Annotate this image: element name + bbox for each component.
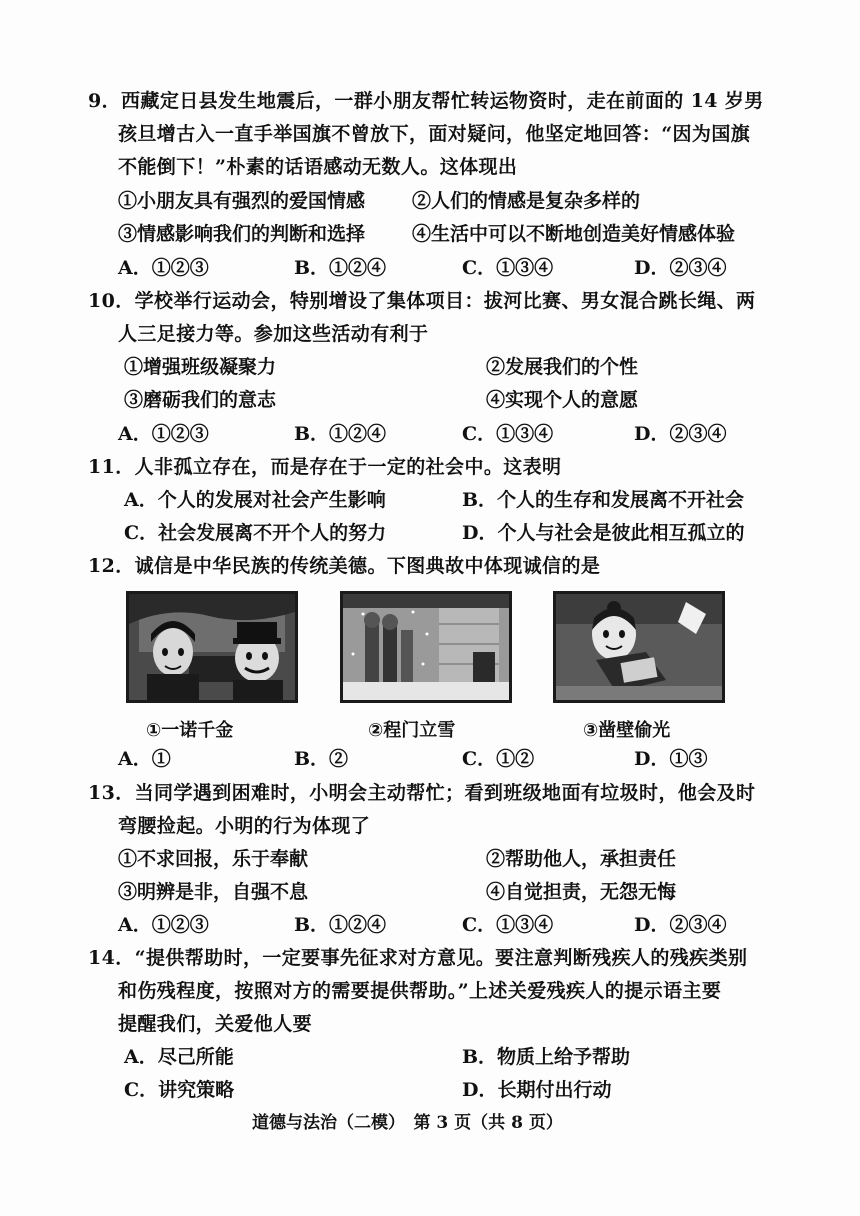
q10-choice-b: B．①②④ xyxy=(294,423,387,445)
q10-item-1: ①增强班级凝聚力 xyxy=(124,356,277,378)
q9-item-2: ②人们的情感是复杂多样的 xyxy=(412,190,641,212)
q10-choice-c: C．①③④ xyxy=(462,423,554,445)
q13-item-1: ①不求回报，乐于奉献 xyxy=(118,848,309,870)
q9-choice-b: B．①②④ xyxy=(294,257,387,279)
q14-line-2: 和伤残程度，按照对方的需要提供帮助。”上述关爱残疾人的提示语主要 xyxy=(118,980,722,1002)
q9-choice-d: D．②③④ xyxy=(634,257,727,279)
q13-line-2: 弯腰捡起。小明的行为体现了 xyxy=(118,815,371,837)
q9-line-1: 9．西藏定日县发生地震后，一群小朋友帮忙转运物资时，走在前面的 14 岁男 xyxy=(88,90,764,112)
q14-line-1: 14．“提供帮助时，一定要事先征求对方意见。要注意判断残疾人的残疾类别 xyxy=(88,947,748,969)
q12-choice-c: C．①② xyxy=(462,748,535,770)
q10-line-1: 10．学校举行运动会，特别增设了集体项目：拔河比赛、男女混合跳长绳、两 xyxy=(88,290,756,312)
q9-choice-a: A．①②③ xyxy=(118,257,209,279)
q11-choice-d: D．个人与社会是彼此相互孤立的 xyxy=(462,522,745,544)
q11-choice-c: C．社会发展离不开个人的努力 xyxy=(124,522,387,544)
q12-caption-2: ②程门立雪 xyxy=(368,720,456,741)
q11-line-1: 11．人非孤立存在，而是存在于一定的社会中。这表明 xyxy=(88,456,562,478)
q13-choice-b: B．①②④ xyxy=(294,914,387,936)
q14-choice-b: B．物质上给予帮助 xyxy=(462,1046,631,1068)
q14-choice-a: A．尽己所能 xyxy=(124,1046,234,1068)
q9-item-1: ①小朋友具有强烈的爱国情感 xyxy=(118,190,366,212)
q10-choice-a: A．①②③ xyxy=(118,423,209,445)
q13-choice-c: C．①③④ xyxy=(462,914,554,936)
q11-choice-b: B．个人的生存和发展离不开社会 xyxy=(462,489,745,511)
q12-choice-d: D．①③ xyxy=(634,748,708,770)
q13-item-2: ②帮助他人，承担责任 xyxy=(486,848,677,870)
q10-choice-d: D．②③④ xyxy=(634,423,727,445)
q9-choice-c: C．①③④ xyxy=(462,257,554,279)
q12-choice-a: A．① xyxy=(118,748,171,770)
q13-item-3: ③明辨是非，自强不息 xyxy=(118,881,309,903)
illustration-snow xyxy=(340,591,512,703)
q9-item-4: ④生活中可以不断地创造美好情感体验 xyxy=(412,223,736,245)
q9-line-2: 孩旦增古入一直手举国旗不曾放下，面对疑问，他坚定地回答：“因为国旗 xyxy=(118,123,751,145)
q9-item-3: ③情感影响我们的判断和选择 xyxy=(118,223,366,245)
q11-choice-a: A．个人的发展对社会产生影响 xyxy=(124,489,386,511)
q10-item-4: ④实现个人的意愿 xyxy=(486,389,639,411)
q14-line-3: 提醒我们，关爱他人要 xyxy=(118,1013,313,1035)
q12-caption-1: ①一诺千金 xyxy=(146,720,234,741)
q13-choice-d: D．②③④ xyxy=(634,914,727,936)
q13-line-1: 13．当同学遇到困难时，小明会主动帮忙；看到班级地面有垃圾时，他会及时 xyxy=(88,782,756,804)
q13-choice-a: A．①②③ xyxy=(118,914,209,936)
q10-item-3: ③磨砺我们的意志 xyxy=(124,389,277,411)
q13-item-4: ④自觉担责，无怨无悔 xyxy=(486,881,677,903)
illustration-promise xyxy=(126,591,298,703)
q14-choice-c: C．讲究策略 xyxy=(124,1079,235,1101)
q10-item-2: ②发展我们的个性 xyxy=(486,356,639,378)
q10-line-2: 人三足接力等。参加这些活动有利于 xyxy=(118,323,429,345)
q12-caption-3: ③凿壁偷光 xyxy=(583,720,671,741)
q12-choice-b: B．② xyxy=(294,748,349,770)
illustration-light xyxy=(553,591,725,703)
q14-choice-d: D．长期付出行动 xyxy=(462,1079,612,1101)
page-footer: 道德与法治（二模） 第 3 页（共 8 页） xyxy=(252,1113,563,1133)
q12-line-1: 12．诚信是中华民族的传统美德。下图典故中体现诚信的是 xyxy=(88,555,601,577)
q9-line-3: 不能倒下！”朴素的话语感动无数人。这体现出 xyxy=(118,156,518,178)
